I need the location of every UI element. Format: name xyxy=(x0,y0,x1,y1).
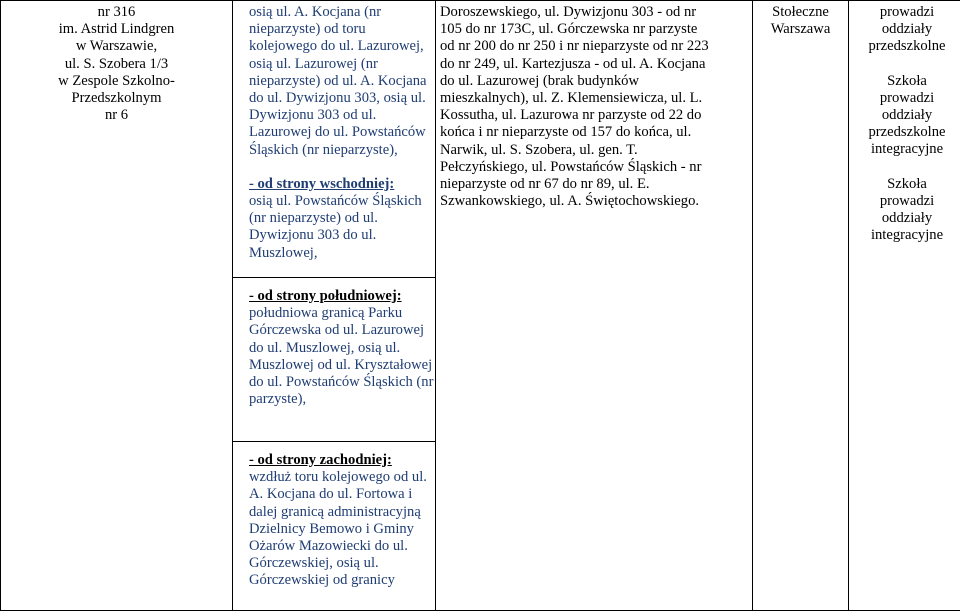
boundary-line: Lazurowej do ul. Powstańców xyxy=(249,124,427,141)
unit-line: prowadzi xyxy=(853,193,960,210)
school-line: w Warszawie, xyxy=(5,38,228,55)
authority-name xyxy=(753,1,848,38)
west-boundary-cell xyxy=(233,442,436,611)
boundary-line: wzdłuż toru kolejowego od ul. xyxy=(249,469,427,486)
boundary-line: Dywizjonu 303 od ul. xyxy=(249,107,427,124)
street-line: Doroszewskiego, ul. Dywizjonu 303 - od nr xyxy=(440,4,748,21)
unit-line: Szkoła xyxy=(853,176,960,193)
east-boundary-heading: - od strony wschodniej: xyxy=(249,176,427,193)
boundary-line: Muszlowej od ul. Kryształowej xyxy=(249,357,427,374)
school-line: im. Astrid Lindgren xyxy=(5,21,228,38)
unit-line: oddziały xyxy=(853,107,960,124)
unit-line: oddziały xyxy=(853,210,960,227)
authority-cell xyxy=(753,1,849,611)
unit-line: prowadzi xyxy=(853,90,960,107)
street-line: Szwankowskiego, ul. A. Świętochowskiego. xyxy=(440,193,748,210)
boundary-line: Górczewskiej od granicy xyxy=(249,572,427,589)
street-line: nieparzyste od nr 67 do nr 89, ul. E. xyxy=(440,176,748,193)
boundaries-cell xyxy=(233,1,436,278)
boundary-line: Górczewskiej, osią ul. xyxy=(249,555,427,572)
boundary-line: Dzielnicy Bemowo i Gminy xyxy=(249,521,427,538)
school-line: nr 316 xyxy=(5,4,228,21)
boundary-line: do ul. Dywizjonu 303, osią ul. xyxy=(249,90,427,107)
authority-line: Warszawa xyxy=(757,21,844,38)
boundary-line: Muszlowej, xyxy=(249,245,427,262)
street-line: Narwik, ul. S. Szobera, ul. gen. T. xyxy=(440,142,748,159)
boundary-line: nieparzyste) od toru xyxy=(249,21,427,38)
school-line: Przedszkolnym xyxy=(5,90,228,107)
boundary-line: Ożarów Mazowiecki do ul. xyxy=(249,538,427,555)
boundaries-intro xyxy=(233,1,435,262)
unit-line: prowadzi xyxy=(853,4,960,21)
boundary-line: parzyste), xyxy=(249,391,427,408)
authority-line: Stołeczne xyxy=(757,4,844,21)
street-line: 105 do nr 173C, ul. Górczewska nr parzyste xyxy=(440,21,748,38)
unit-line: przedszkolne xyxy=(853,38,960,55)
units-list xyxy=(849,1,960,244)
streets-cell xyxy=(436,1,753,611)
south-boundary xyxy=(233,278,435,408)
south-boundary-cell xyxy=(233,278,436,442)
school-line: nr 6 xyxy=(5,107,228,124)
boundary-line: Dywizjonu 303 do ul. xyxy=(249,227,427,244)
street-line: Pełczyńskiego, ul. Powstańców Śląskich - nr xyxy=(440,159,748,176)
unit-line: oddziały xyxy=(853,21,960,38)
boundary-line: osią ul. Lazurowej (nr xyxy=(249,56,427,73)
west-boundary xyxy=(233,442,435,590)
school-line: ul. S. Szobera 1/3 xyxy=(5,56,228,73)
school-line: w Zespole Szkolno- xyxy=(5,73,228,90)
school-name xyxy=(1,1,232,124)
streets-list xyxy=(436,1,752,210)
unit-line: Szkoła xyxy=(853,73,960,90)
boundary-line: osią ul. Powstańców Śląskich xyxy=(249,193,427,210)
boundary-line: dalej granicą administracyjną xyxy=(249,504,427,521)
boundary-line: Górczewska od ul. Lazurowej xyxy=(249,322,427,339)
street-line: do ul. Lazurowej (brak budynków xyxy=(440,73,748,90)
boundary-line: (nr nieparzyste) od ul. xyxy=(249,210,427,227)
table-row xyxy=(1,1,960,278)
street-line: końca i nr nieparzyste od 157 do końca, ul. xyxy=(440,124,748,141)
street-line: do nr 249, ul. Kartezjusza - od ul. A. Kocjana xyxy=(440,56,748,73)
unit-line: integracyjne xyxy=(853,227,960,244)
boundary-line: do ul. Powstańców Śląskich (nr xyxy=(249,374,427,391)
west-boundary-heading: - od strony zachodniej: xyxy=(249,452,427,469)
street-line: Kossutha, ul. Lazurowa nr parzyste od 22 do xyxy=(440,107,748,124)
boundary-line: do ul. Muszlowej, osią ul. xyxy=(249,340,427,357)
unit-line: przedszkolne xyxy=(853,124,960,141)
units-cell xyxy=(849,1,960,611)
unit-line: integracyjne xyxy=(853,141,960,158)
street-line: od nr 200 do nr 250 i nr nieparzyste od nr 223 xyxy=(440,38,748,55)
school-cell xyxy=(1,1,233,611)
boundary-line: kolejowego do ul. Lazurowej, xyxy=(249,38,427,55)
south-boundary-heading: - od strony południowej: xyxy=(249,288,427,305)
boundary-line: osią ul. A. Kocjana (nr xyxy=(249,4,427,21)
boundary-line: nieparzyste) od ul. A. Kocjana xyxy=(249,73,427,90)
boundary-line: południowa granicą Parku xyxy=(249,305,427,322)
boundary-line: Śląskich (nr nieparzyste), xyxy=(249,142,427,159)
boundary-line: A. Kocjana do ul. Fortowa i xyxy=(249,486,427,503)
street-line: mieszkalnych), ul. Z. Klemensiewicza, ul. L. xyxy=(440,90,748,107)
